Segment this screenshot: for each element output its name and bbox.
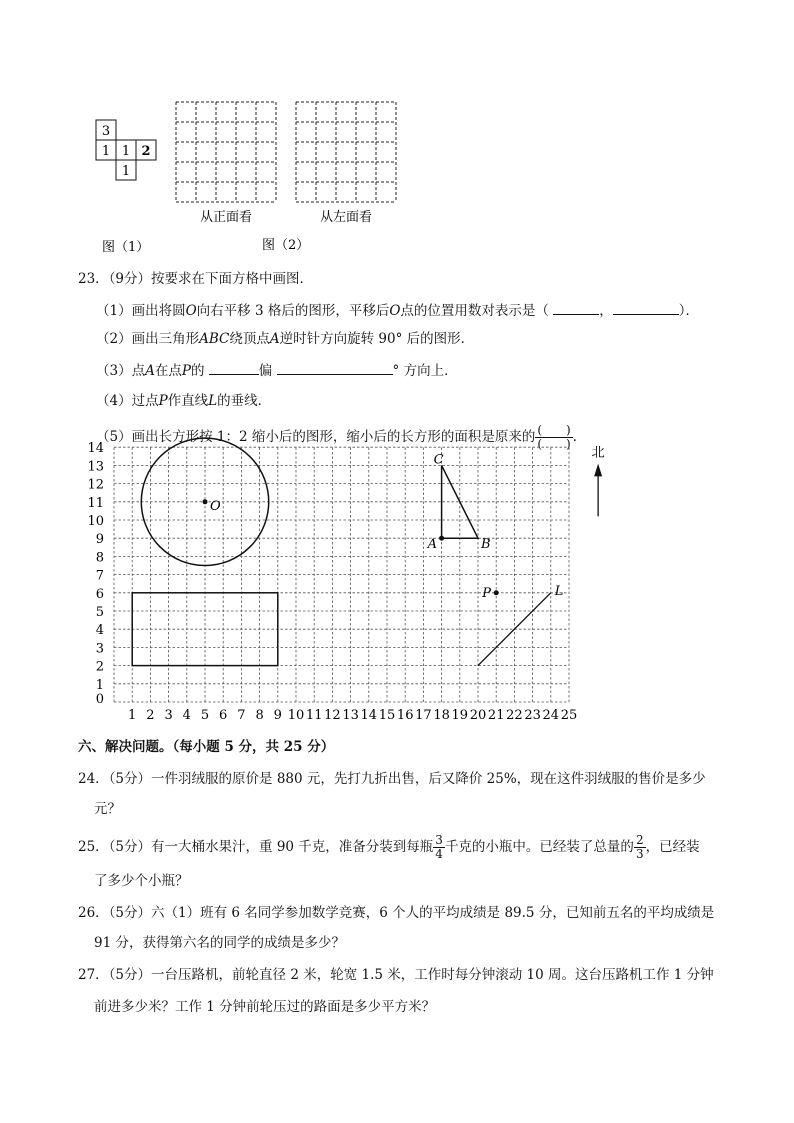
x-tick-label: 17: [415, 708, 432, 723]
left-view-grid: [296, 102, 396, 202]
x-tick-label: 25: [560, 708, 578, 723]
center-point-o: [203, 499, 208, 504]
label-a: A: [427, 537, 437, 553]
fig1-label-2: 2: [141, 144, 151, 159]
coordinate-grid: [84, 441, 614, 724]
q24-line2: 元？: [94, 801, 121, 817]
label-b: B: [481, 537, 491, 553]
x-tick-label: 10: [287, 708, 305, 723]
x-tick-label: 11: [305, 708, 323, 723]
fig1-caption: 图（1）: [102, 240, 150, 255]
y-tick-label: 5: [95, 605, 104, 620]
q26-line2: 91 分，获得第六名的同学的成绩是多少？: [94, 935, 345, 951]
x-tick-label: 7: [237, 708, 246, 723]
y-tick-label: 10: [87, 514, 104, 529]
x-tick-label: 16: [396, 708, 414, 723]
fig1-label-1c: 1: [121, 164, 131, 179]
q23-3-blank-angle[interactable]: [277, 360, 393, 375]
fraction-2-3: $\frac{2}{3}$: [635, 833, 644, 861]
q23-3-blank-dir[interactable]: [209, 360, 259, 375]
x-tick-label: 8: [255, 708, 264, 723]
y-tick-label: 4: [95, 623, 104, 639]
q23-item-3: （3）点A在点P的 偏 ° 方向上．: [96, 360, 458, 380]
y-tick-label: 8: [95, 550, 104, 566]
fig2-caption: 图（2）: [262, 238, 310, 253]
y-tick-label: 14: [87, 441, 104, 457]
y-tick-label: 9: [95, 532, 104, 548]
q23-1-blank-x[interactable]: [553, 300, 599, 315]
q23-5-fraction-blank[interactable]: $\frac{( )}{( )}$: [537, 423, 571, 451]
point-p: [494, 590, 499, 595]
label-l: L: [554, 583, 564, 599]
vertex-a-point: [439, 536, 444, 541]
y-tick-label: 13: [87, 459, 104, 475]
q25: 25．（5分）有一大桶水果汁，重 90 千克，准备分装到每瓶 $\frac{3}{4}$ 千克的小瓶中。已经装了总量的 $\frac{2}{3}$ ，已经装: [78, 833, 700, 861]
q23-score: （9分）: [108, 271, 152, 287]
x-tick-label: 1: [128, 708, 137, 723]
north-label: 北: [591, 445, 605, 461]
q27-line2: 前进多少米？工作 1 分钟前轮压过的路面是多少平方米？: [94, 999, 436, 1015]
y-tick-label: 12: [87, 477, 104, 493]
q25-line2: 了多少个小瓶？: [94, 873, 189, 889]
x-tick-label: 15: [378, 708, 396, 723]
front-view-label: 从正面看: [199, 210, 253, 225]
q23-item-1: （1）画出将圆O向右平移 3 格后的图形，平移后O点的位置用数对表示是（ ， ）．: [96, 300, 699, 320]
x-tick-label: 2: [146, 708, 155, 723]
north-arrow-icon: [594, 464, 602, 477]
x-tick-label: 20: [469, 708, 487, 723]
y-tick-label: 3: [95, 641, 104, 657]
x-tick-label: 3: [164, 708, 173, 723]
label-c: C: [433, 452, 444, 468]
label-o: O: [210, 498, 221, 514]
fraction-3-4: $\frac{3}{4}$: [435, 833, 443, 861]
x-tick-label: 12: [324, 708, 341, 723]
x-tick-label: 19: [451, 708, 469, 723]
q23-item-2: （2）画出三角形ABC绕顶点A逆时针方向旋转 90° 后的图形．: [96, 331, 475, 347]
label-p: P: [482, 585, 491, 601]
x-tick-label: 9: [273, 708, 282, 723]
q23-stem: [78, 270, 313, 288]
x-tick-label: 22: [506, 708, 523, 723]
x-tick-label: 5: [200, 708, 210, 723]
y-tick-label: 6: [95, 586, 104, 602]
fig1-label-3: 3: [101, 124, 111, 139]
x-tick-label: 14: [360, 708, 378, 723]
left-view-label: 从左面看: [319, 210, 373, 225]
q23-1-blank-y[interactable]: [613, 300, 679, 315]
q27: 27．（5分）一台压路机，前轮直径 2 米，轮宽 1.5 米，工作时每分钟滚动 10 周。这台压路机工作 1 分钟: [78, 967, 714, 983]
fig1-label-1a: 1: [101, 144, 111, 159]
q23-stem-text: 按要求在下面方格中画图．: [151, 271, 314, 287]
y-tick-label: 2: [95, 659, 104, 675]
y-tick-label: 0: [95, 692, 104, 707]
x-tick-label: 4: [182, 708, 191, 723]
section6-title: 六、解决问题。（每小题 5 分，共 25 分）: [78, 739, 335, 755]
x-tick-label: 23: [524, 708, 541, 723]
x-tick-label: 18: [433, 708, 450, 723]
x-tick-label: 21: [487, 708, 505, 723]
q24: 24．（5分）一件羽绒服的原价是 880 元，先打九折出售，后又降价 25%，现在这件羽绒服的售价是多少: [78, 771, 706, 787]
q26: 26．（5分）六（1）班有 6 名同学参加数学竞赛，6 个人的平均成绩是 89.5 分，已知前五名的平均成绩是: [78, 905, 715, 921]
front-view-grid: [176, 102, 276, 202]
x-tick-label: 6: [219, 708, 228, 723]
x-tick-label: 24: [542, 708, 560, 723]
q23-item-4: （4）过点P作直线L的垂线．: [96, 393, 272, 409]
q23-item-5: （5）画出长方形按 1：2 缩小后的图形，缩小后的长方形的面积是原来的 $\frac{( )}{( )}$ ．: [96, 423, 587, 451]
y-tick-label: 1: [95, 677, 104, 693]
x-tick-label: 13: [342, 708, 359, 723]
q23-number: 23．: [78, 271, 109, 287]
y-tick-label: 7: [95, 568, 104, 584]
y-tick-label: 11: [87, 495, 104, 511]
fig1-label-1b: 1: [121, 144, 131, 159]
views-figure: [90, 96, 410, 256]
